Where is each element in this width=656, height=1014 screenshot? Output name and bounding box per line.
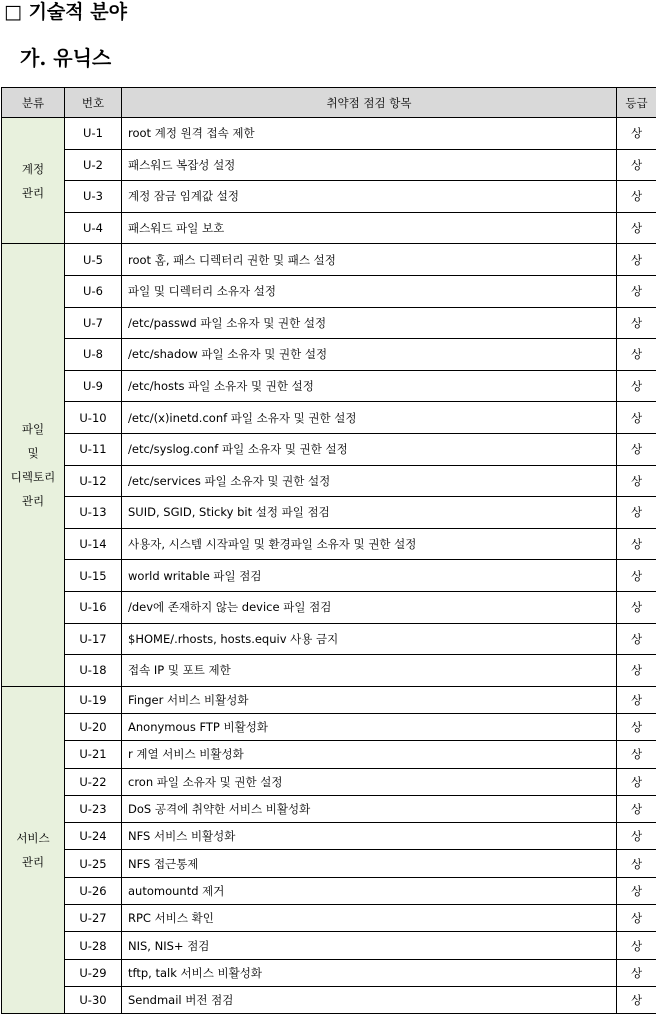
item-number-cell: U-23 xyxy=(65,795,122,822)
grade-cell: 상 xyxy=(617,591,656,623)
table-row xyxy=(2,959,656,986)
vulnerability-checklist-table xyxy=(1,87,656,1014)
header-item: 취약점 점검 항목 xyxy=(122,88,617,118)
grade-cell: 상 xyxy=(617,959,656,986)
grade-cell: 상 xyxy=(617,560,656,592)
table-row xyxy=(2,275,656,307)
grade-cell: 상 xyxy=(617,741,656,768)
table-row xyxy=(2,402,656,434)
item-description-cell: tftp, talk 서비스 비활성화 xyxy=(122,959,617,986)
item-number-cell: U-7 xyxy=(65,307,122,339)
grade-cell: 상 xyxy=(617,795,656,822)
table-row xyxy=(2,591,656,623)
item-description-cell: cron 파일 소유자 및 권한 설정 xyxy=(122,768,617,795)
item-description-cell: /etc/services 파일 소유자 및 권한 설정 xyxy=(122,465,617,497)
item-number-cell: U-13 xyxy=(65,497,122,529)
item-number-cell: U-15 xyxy=(65,560,122,592)
grade-cell: 상 xyxy=(617,528,656,560)
grade-cell: 상 xyxy=(617,850,656,877)
item-number-cell: U-4 xyxy=(65,212,122,244)
item-description-cell: 계정 잠금 임계값 설정 xyxy=(122,181,617,213)
grade-cell: 상 xyxy=(617,877,656,904)
table-row xyxy=(2,528,656,560)
table-body xyxy=(2,118,656,1014)
category-label-line: 관리 xyxy=(2,850,64,874)
subsection-heading: 가. 유닉스 xyxy=(20,46,111,70)
grade-cell: 상 xyxy=(617,370,656,402)
table-row xyxy=(2,932,656,959)
table-row xyxy=(2,713,656,740)
grade-cell: 상 xyxy=(617,339,656,371)
item-number-cell: U-17 xyxy=(65,623,122,655)
table-row xyxy=(2,795,656,822)
item-number-cell: U-21 xyxy=(65,741,122,768)
item-number-cell: U-30 xyxy=(65,986,122,1013)
grade-cell: 상 xyxy=(617,686,656,713)
item-description-cell: /etc/syslog.conf 파일 소유자 및 권한 설정 xyxy=(122,433,617,465)
item-number-cell: U-16 xyxy=(65,591,122,623)
item-number-cell: U-26 xyxy=(65,877,122,904)
item-number-cell: U-20 xyxy=(65,713,122,740)
grade-cell: 상 xyxy=(617,275,656,307)
table-row xyxy=(2,370,656,402)
grade-cell: 상 xyxy=(617,655,656,687)
item-number-cell: U-24 xyxy=(65,823,122,850)
grade-cell: 상 xyxy=(617,244,656,276)
table-header-row xyxy=(2,88,656,118)
item-number-cell: U-8 xyxy=(65,339,122,371)
item-description-cell: /dev에 존재하지 않는 device 파일 점검 xyxy=(122,591,617,623)
table-row xyxy=(2,212,656,244)
item-description-cell: NIS, NIS+ 점검 xyxy=(122,932,617,959)
table-row xyxy=(2,686,656,713)
table-row xyxy=(2,905,656,932)
grade-cell: 상 xyxy=(617,823,656,850)
header-grade: 등급 xyxy=(617,88,656,118)
section-heading: □ 기술적 분야 xyxy=(4,0,127,24)
item-description-cell: Finger 서비스 비활성화 xyxy=(122,686,617,713)
grade-cell: 상 xyxy=(617,433,656,465)
grade-cell: 상 xyxy=(617,149,656,181)
table-row xyxy=(2,118,656,150)
grade-cell: 상 xyxy=(617,181,656,213)
category-cell xyxy=(2,244,65,686)
item-description-cell: RPC 서비스 확인 xyxy=(122,905,617,932)
item-number-cell: U-1 xyxy=(65,118,122,150)
item-description-cell: 접속 IP 및 포트 제한 xyxy=(122,655,617,687)
item-description-cell: r 계열 서비스 비활성화 xyxy=(122,741,617,768)
item-description-cell: SUID, SGID, Sticky bit 설정 파일 점검 xyxy=(122,497,617,529)
item-description-cell: automountd 제거 xyxy=(122,877,617,904)
table-row xyxy=(2,623,656,655)
grade-cell: 상 xyxy=(617,713,656,740)
item-description-cell: Sendmail 버전 점검 xyxy=(122,986,617,1013)
grade-cell: 상 xyxy=(617,402,656,434)
item-number-cell: U-19 xyxy=(65,686,122,713)
header-category: 분류 xyxy=(2,88,65,118)
item-number-cell: U-28 xyxy=(65,932,122,959)
table-row xyxy=(2,465,656,497)
category-label-line: 디렉토리 xyxy=(2,465,64,489)
category-label-line: 계정 xyxy=(2,157,64,181)
table-row xyxy=(2,768,656,795)
item-number-cell: U-27 xyxy=(65,905,122,932)
item-number-cell: U-22 xyxy=(65,768,122,795)
item-number-cell: U-14 xyxy=(65,528,122,560)
item-description-cell: /etc/(x)inetd.conf 파일 소유자 및 권한 설정 xyxy=(122,402,617,434)
table-row xyxy=(2,149,656,181)
grade-cell: 상 xyxy=(617,497,656,529)
item-number-cell: U-3 xyxy=(65,181,122,213)
item-description-cell: $HOME/.rhosts, hosts.equiv 사용 금지 xyxy=(122,623,617,655)
item-number-cell: U-29 xyxy=(65,959,122,986)
item-number-cell: U-12 xyxy=(65,465,122,497)
table-row xyxy=(2,433,656,465)
item-description-cell: world writable 파일 점검 xyxy=(122,560,617,592)
category-cell xyxy=(2,686,65,1014)
grade-cell: 상 xyxy=(617,768,656,795)
item-number-cell: U-2 xyxy=(65,149,122,181)
table-row xyxy=(2,741,656,768)
grade-cell: 상 xyxy=(617,465,656,497)
item-number-cell: U-10 xyxy=(65,402,122,434)
table-row xyxy=(2,244,656,276)
table-row xyxy=(2,497,656,529)
item-description-cell: DoS 공격에 취약한 서비스 비활성화 xyxy=(122,795,617,822)
item-description-cell: root 계정 원격 접속 제한 xyxy=(122,118,617,150)
grade-cell: 상 xyxy=(617,905,656,932)
item-description-cell: NFS 접근통제 xyxy=(122,850,617,877)
table-row xyxy=(2,181,656,213)
item-number-cell: U-11 xyxy=(65,433,122,465)
item-number-cell: U-9 xyxy=(65,370,122,402)
item-number-cell: U-6 xyxy=(65,275,122,307)
item-description-cell: /etc/shadow 파일 소유자 및 권한 설정 xyxy=(122,339,617,371)
item-description-cell: 파일 및 디렉터리 소유자 설정 xyxy=(122,275,617,307)
item-number-cell: U-18 xyxy=(65,655,122,687)
table-row xyxy=(2,560,656,592)
item-description-cell: 패스워드 복잡성 설정 xyxy=(122,149,617,181)
grade-cell: 상 xyxy=(617,623,656,655)
item-description-cell: /etc/passwd 파일 소유자 및 권한 설정 xyxy=(122,307,617,339)
table-row xyxy=(2,307,656,339)
grade-cell: 상 xyxy=(617,932,656,959)
grade-cell: 상 xyxy=(617,307,656,339)
category-label-line: 관리 xyxy=(2,181,64,205)
item-description-cell: Anonymous FTP 비활성화 xyxy=(122,713,617,740)
item-description-cell: 사용자, 시스템 시작파일 및 환경파일 소유자 및 권한 설정 xyxy=(122,528,617,560)
header-number: 번호 xyxy=(65,88,122,118)
table-row xyxy=(2,823,656,850)
item-number-cell: U-5 xyxy=(65,244,122,276)
table-row xyxy=(2,986,656,1013)
category-label-line: 파일 xyxy=(2,417,64,441)
item-description-cell: root 홈, 패스 디렉터리 권한 및 패스 설정 xyxy=(122,244,617,276)
grade-cell: 상 xyxy=(617,118,656,150)
category-label-line: 관리 xyxy=(2,489,64,513)
category-label-line: 서비스 xyxy=(2,826,64,850)
item-description-cell: 패스워드 파일 보호 xyxy=(122,212,617,244)
table-row xyxy=(2,339,656,371)
item-number-cell: U-25 xyxy=(65,850,122,877)
item-description-cell: /etc/hosts 파일 소유자 및 권한 설정 xyxy=(122,370,617,402)
table-row xyxy=(2,850,656,877)
item-description-cell: NFS 서비스 비활성화 xyxy=(122,823,617,850)
category-cell xyxy=(2,118,65,244)
grade-cell: 상 xyxy=(617,986,656,1013)
table-row xyxy=(2,655,656,687)
table-row xyxy=(2,877,656,904)
grade-cell: 상 xyxy=(617,212,656,244)
category-label-line: 및 xyxy=(2,441,64,465)
